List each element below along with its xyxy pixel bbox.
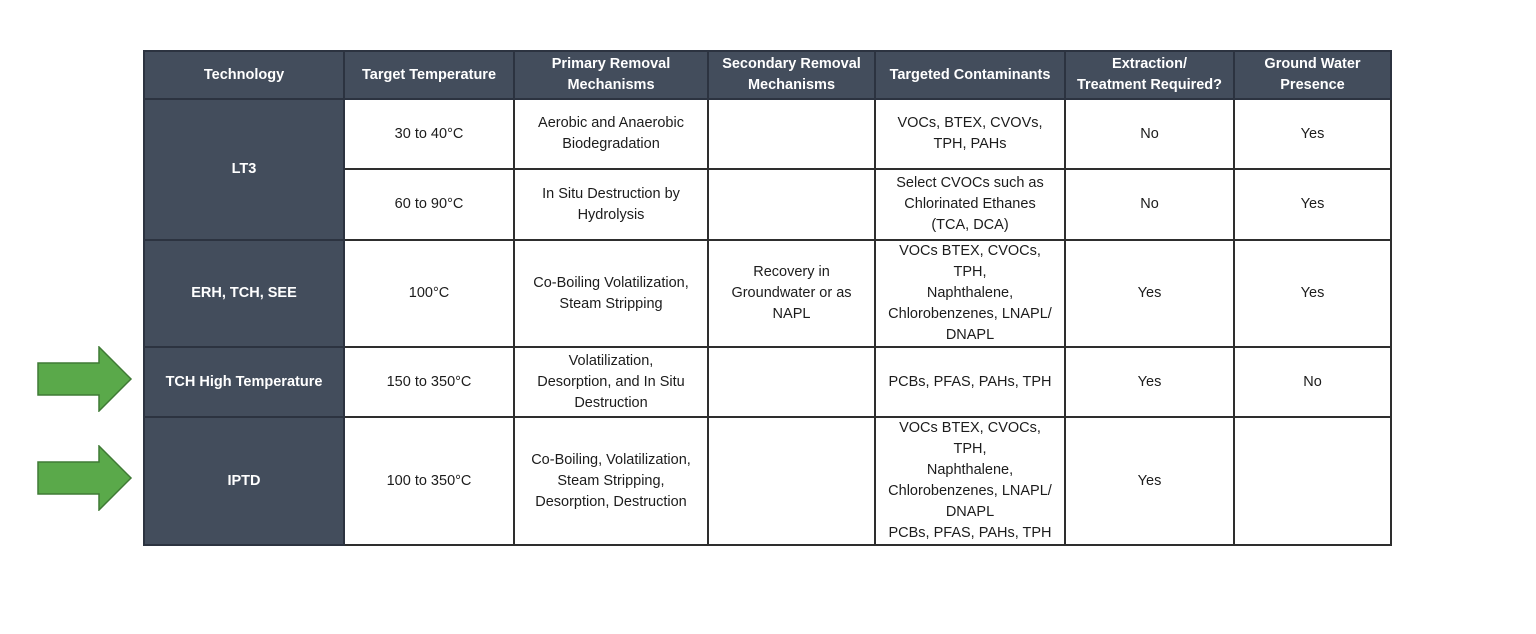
technology-cell: ERH, TCH, SEE <box>144 240 344 347</box>
header-secondary-removal <box>708 51 875 99</box>
primary-removal-cell <box>514 417 708 545</box>
cell-text: In Situ Destruction by <box>542 185 680 202</box>
ground-water-cell: Yes <box>1234 169 1391 240</box>
extraction-required-cell: No <box>1065 99 1234 169</box>
header-text: Mechanisms <box>567 77 655 93</box>
ground-water-cell: Yes <box>1234 240 1391 347</box>
header-targeted-contaminants <box>875 51 1065 99</box>
contaminants-cell <box>875 99 1065 169</box>
header-text: Target Temperature <box>361 66 497 83</box>
ground-water-cell: No <box>1234 347 1391 417</box>
table-row <box>144 347 1391 417</box>
contaminants-cell <box>875 240 1065 347</box>
technology-cell: IPTD <box>144 417 344 545</box>
cell-text: Recovery in <box>753 264 830 280</box>
header-text: Technology <box>203 66 285 83</box>
cell-text: PCBs, PFAS, PAHs, TPH <box>888 525 1052 541</box>
cell-text: Desorption, and In Situ <box>537 373 685 390</box>
cell-text: Chlorinated Ethanes <box>904 196 1036 212</box>
target-temperature-cell: 100°C <box>344 240 514 347</box>
table-row <box>144 417 1391 545</box>
header-text: Targeted Contaminants <box>889 66 1051 83</box>
cell-text: DNAPL <box>945 504 995 520</box>
cell-text: VOCs BTEX, CVOCs, TPH, <box>899 243 1041 280</box>
cell-text: (TCA, DCA) <box>931 217 1009 233</box>
header-text: Secondary Removal <box>722 56 861 72</box>
primary-removal-cell <box>514 240 708 347</box>
cell-text: Select CVOCs such as <box>896 175 1044 191</box>
extraction-required-cell: No <box>1065 169 1234 240</box>
cell-text: Biodegradation <box>562 136 660 152</box>
header-primary-removal <box>514 51 708 99</box>
contaminants-cell <box>875 347 1065 417</box>
primary-removal-cell <box>514 99 708 169</box>
cell-text: Chlorobenzenes, LNAPL/ <box>888 306 1052 322</box>
cell-text: Naphthalene, <box>926 462 1014 478</box>
header-text: Presence <box>1280 77 1345 93</box>
cell-text: Co-Boiling Volatilization, <box>533 274 689 291</box>
thermal-technology-comparison-table <box>143 50 1392 546</box>
header-extraction-required <box>1065 51 1234 99</box>
cell-text: VOCs BTEX, CVOCs, TPH, <box>899 420 1041 457</box>
cell-text: Groundwater or as <box>731 285 852 301</box>
contaminants-cell <box>875 169 1065 240</box>
cell-text: TPH, PAHs <box>933 136 1007 152</box>
secondary-removal-cell <box>708 347 875 417</box>
technology-cell: TCH High Temperature <box>144 347 344 417</box>
target-temperature-cell: 100 to 350°C <box>344 417 514 545</box>
cell-text: Aerobic and Anaerobic <box>538 115 684 131</box>
cell-text: Hydrolysis <box>577 206 645 223</box>
cell-text: Steam Stripping, <box>557 472 665 489</box>
secondary-removal-cell <box>708 417 875 545</box>
header-text: Extraction/ <box>1112 56 1187 72</box>
contaminants-cell <box>875 417 1065 545</box>
technology-cell: LT3 <box>144 99 344 240</box>
secondary-removal-cell <box>708 99 875 169</box>
cell-text: Steam Stripping <box>559 295 663 312</box>
primary-removal-cell <box>514 169 708 240</box>
cell-text: Desorption, Destruction <box>535 493 687 510</box>
ground-water-cell <box>1234 417 1391 545</box>
header-ground-water <box>1234 51 1391 99</box>
header-row <box>144 51 1391 99</box>
target-temperature-cell: 60 to 90°C <box>344 169 514 240</box>
cell-text: Chlorobenzenes, LNAPL/ <box>888 483 1052 499</box>
cell-text: Naphthalene, <box>926 285 1014 301</box>
header-technology <box>144 51 344 99</box>
secondary-removal-cell <box>708 169 875 240</box>
ground-water-cell: Yes <box>1234 99 1391 169</box>
target-temperature-cell: 30 to 40°C <box>344 99 514 169</box>
header-text: Primary Removal <box>551 56 671 72</box>
right-arrow-icon <box>37 445 133 511</box>
cell-text: PCBs, PFAS, PAHs, TPH <box>888 373 1052 390</box>
table-row <box>144 99 1391 169</box>
cell-text: VOCs, BTEX, CVOVs, <box>897 115 1043 131</box>
cell-text: NAPL <box>772 306 811 322</box>
extraction-required-cell: Yes <box>1065 347 1234 417</box>
extraction-required-cell: Yes <box>1065 240 1234 347</box>
cell-text: DNAPL <box>945 327 995 343</box>
cell-text: Volatilization, <box>568 352 654 369</box>
header-target-temperature <box>344 51 514 99</box>
extraction-required-cell: Yes <box>1065 417 1234 545</box>
cell-text: Destruction <box>574 394 648 411</box>
cell-text: Co-Boiling, Volatilization, <box>531 451 691 468</box>
header-text: Mechanisms <box>747 77 836 93</box>
target-temperature-cell: 150 to 350°C <box>344 347 514 417</box>
header-text: Ground Water <box>1264 56 1361 72</box>
table-row <box>144 240 1391 347</box>
primary-removal-cell <box>514 347 708 417</box>
right-arrow-icon <box>37 346 133 412</box>
header-text: Treatment Required? <box>1076 77 1223 93</box>
secondary-removal-cell <box>708 240 875 347</box>
